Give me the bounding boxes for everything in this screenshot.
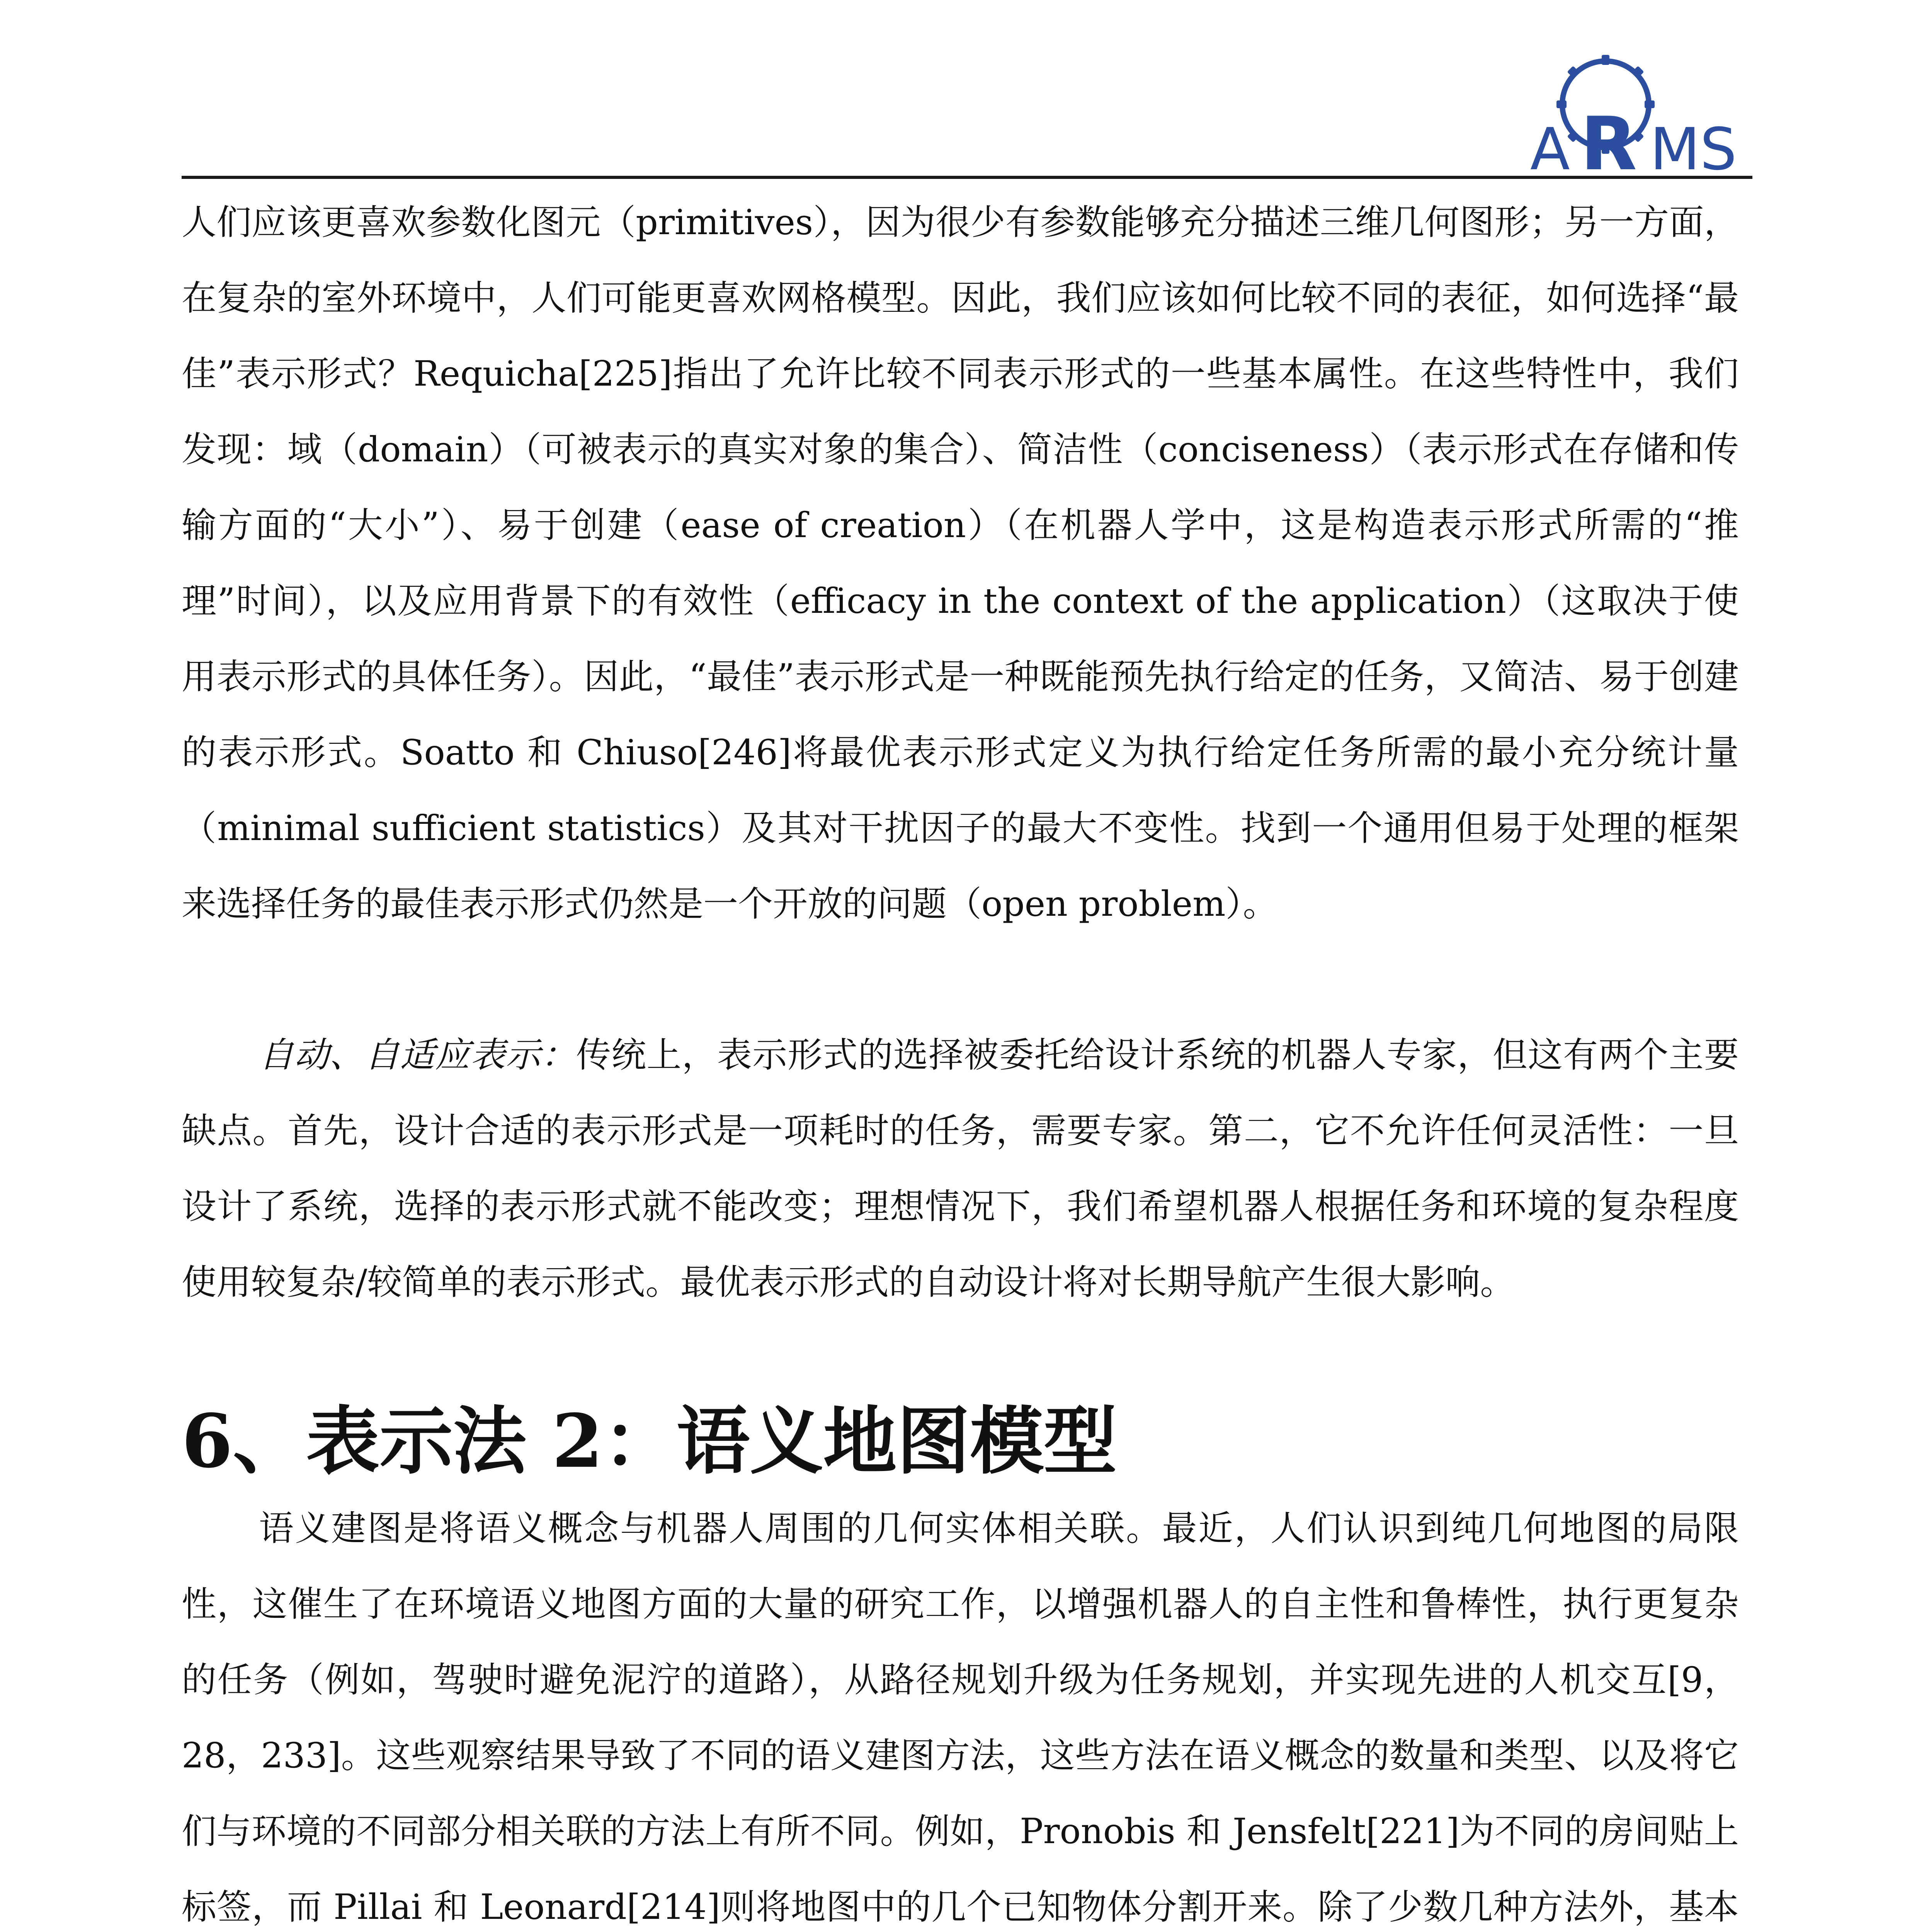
section-heading: 6、表示法 2：语义地图模型: [182, 1398, 1117, 1484]
paragraph-text: 传统上，表示形式的选择被委托给设计系统的机器人专家，但这有两个主要缺点。首先，设计合适的表示形式是一项耗时的任务，需要专家。第二，它不允许任何灵活性：一旦设计了系统，选择的表示形式就不能改变；理想情况下，我们希望机器人根据任务和环境的复杂程度使用较复杂/较简单的表示形式。最优表示形式的自动设计将对长期导航产生很大影响。: [182, 1035, 1739, 1303]
paragraph-text: 人们应该更喜欢参数化图元（primitives），因为很少有参数能够充分描述三维几何图形；另一方面，在复杂的室外环境中，人们可能更喜欢网格模型。因此，我们应该如何比较不同的表征，如何选择“最佳”表示形式？Requicha[225]指出了允许比较不同表示形式的一些基本属性。在这些特性中，我们发现：域（domain）（可被表示的真实对象的集合）、简洁性（conciseness）（表示形式在存储和传输方面的“大小”）、易于创建（ease of creation）（在机器人学中，这是构造表示形式所需的“推理”时间），以及应用背景下的有效性（efficacy in the context of the application）（这取决于使用表示形式的具体任务）。因此，“最佳”表示形式是一种既能预先执行给定的任务，又简洁、易于创建的表示形式。Soatto 和 Chiuso[246]将最优表示形式定义为执行给定任务所需的最小充分统计量（minimal sufficient statistics）及其对干扰因子的最大不变性。找到一个通用但易于处理的框架来选择任务的最佳表示形式仍然是一个开放的问题（open problem）。: [182, 202, 1739, 924]
paragraph-lead-italic: 自动、自适应表示：: [259, 1035, 576, 1075]
arms-logo: [1526, 46, 1743, 178]
logo-letter-a: A: [1530, 116, 1570, 178]
paragraph-text: 语义建图是将语义概念与机器人周围的几何实体相关联。最近，人们认识到纯几何地图的局限性，这催生了在环境语义地图方面的大量的研究工作，以增强机器人的自主性和鲁棒性，执行更复杂的任务（例如，驾驶时避免泥泞的道路），从路径规划升级为任务规划，并实现先进的人机交互[9，28，233]。这些观察结果导致了不同的语义建图方法，这些方法在语义概念的数量和类型、以及将它们与环境的不同部分相关联的方法上有所不同。例如，Pronobis 和 Jensfelt[221]为不同的房间贴上标签，而 Pillai 和 Leonard[214]则将地图中的几个已知物体分割开来。除了少数几种方法外，基本: [182, 1508, 1739, 1927]
paragraph-semantic-mapping: [182, 1491, 1739, 1932]
logo-letter-r: R: [1580, 101, 1637, 178]
logo-letters-ms: MS: [1650, 116, 1737, 178]
paragraph-adaptive-representation: [182, 1017, 1739, 1320]
paragraph-representation-comparison: [182, 185, 1739, 942]
header-rule: [182, 176, 1752, 179]
